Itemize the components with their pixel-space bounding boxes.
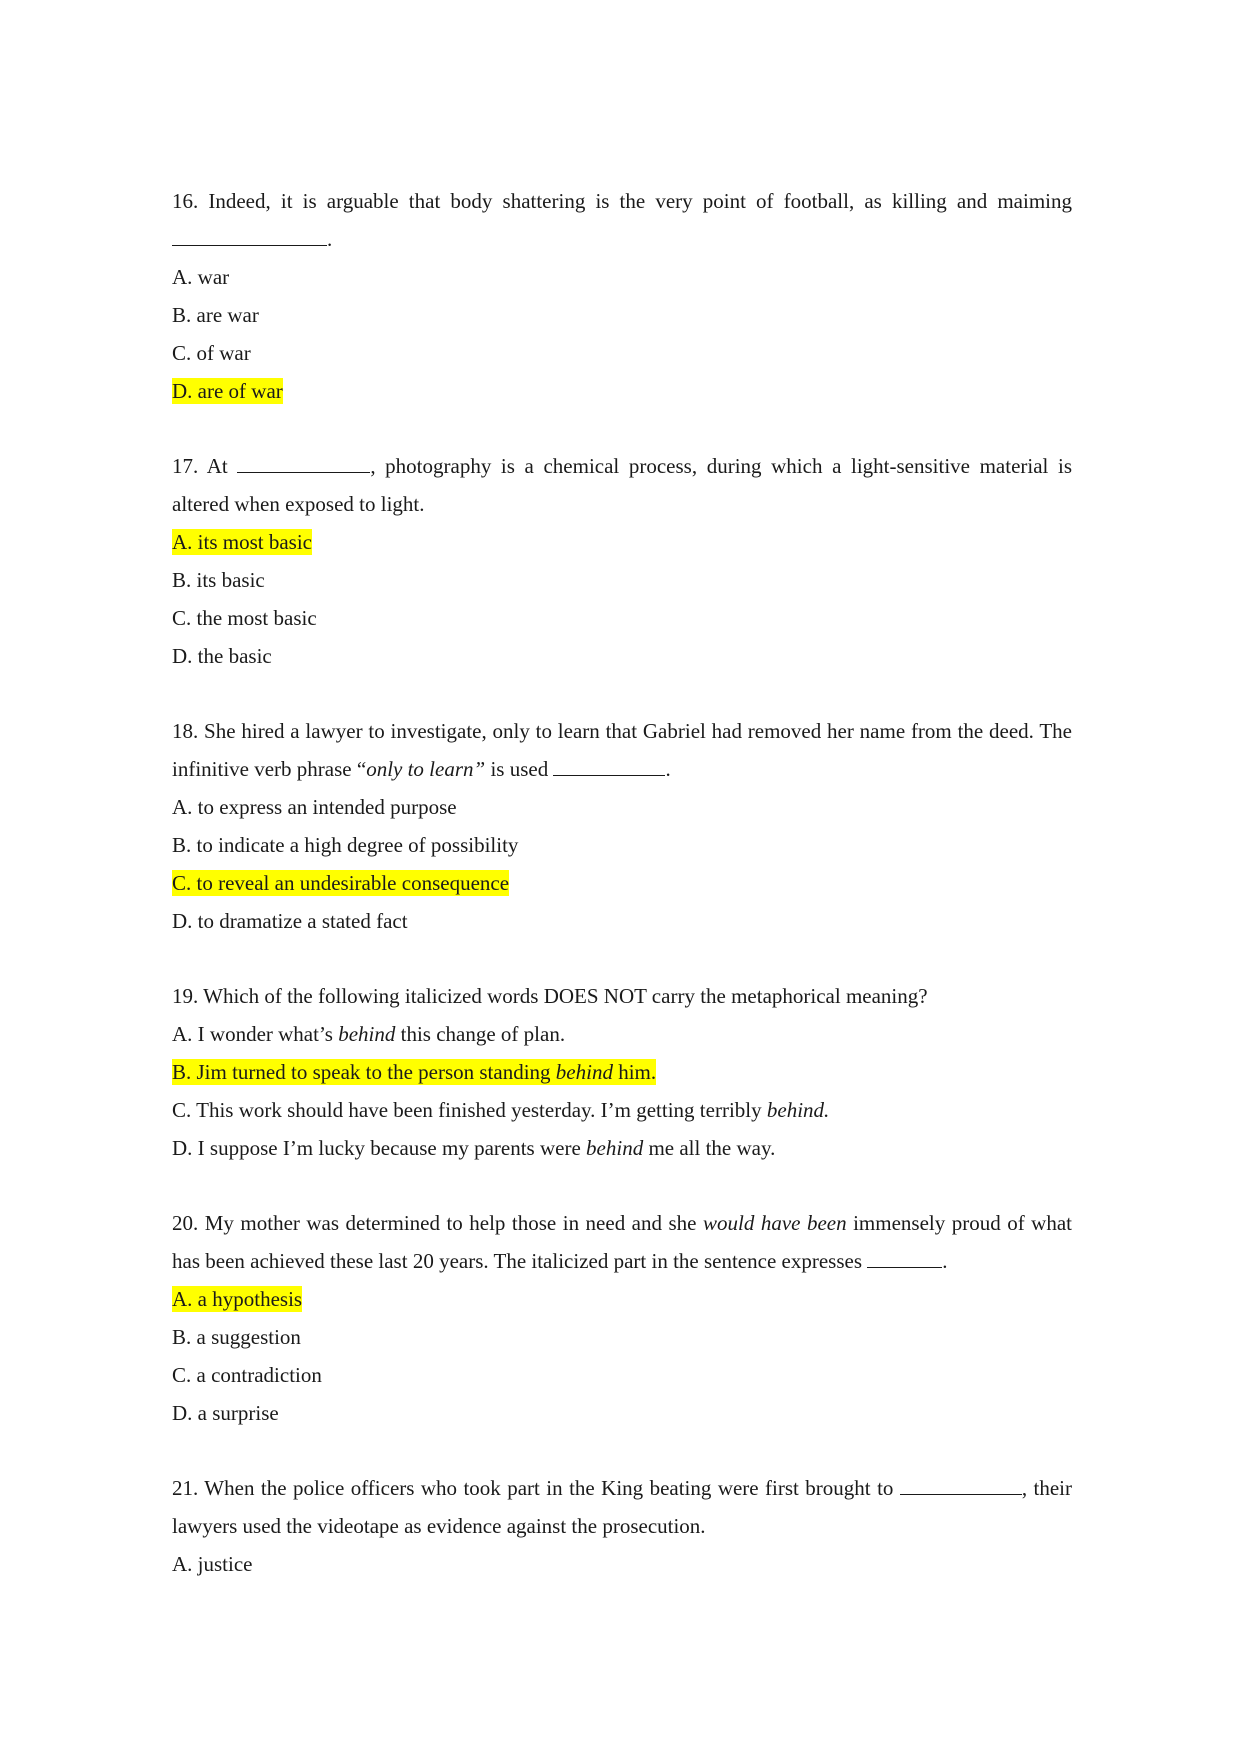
answer-blank xyxy=(867,1247,942,1268)
option-text-pre: C. This work should have been finished yesterday. I’m getting terribly xyxy=(172,1098,767,1122)
question-stem xyxy=(172,712,1072,788)
option-text-pre: D. I suppose I’m lucky because my parents were xyxy=(172,1136,587,1160)
stem-italic: would have been xyxy=(702,1211,847,1235)
option-text: B. to indicate a high degree of possibility xyxy=(172,833,519,857)
highlighted-answer: D. are of war xyxy=(172,379,283,403)
option-text: D. the basic xyxy=(172,644,272,668)
stem-text: , photography is a chemical process, during which a light-sensitive material is altered when exposed to light. xyxy=(172,454,1073,516)
question-stem xyxy=(172,977,1072,1015)
option-italic: behind xyxy=(586,1136,644,1160)
option-text xyxy=(172,1136,775,1160)
option-d xyxy=(172,637,1072,675)
option-a xyxy=(172,1015,1072,1053)
option-text: D. to dramatize a stated fact xyxy=(172,909,408,933)
option-a xyxy=(172,258,1072,296)
option-text: C. of war xyxy=(172,341,251,365)
stem-text: immensely proud of what has been achieved these last 20 years. The italicized part in the sentence expresses xyxy=(172,1211,1073,1273)
option-a xyxy=(172,523,1072,561)
option-italic: behind xyxy=(555,1060,613,1084)
highlighted-answer: A. its most basic xyxy=(172,530,312,554)
answer-blank xyxy=(553,755,665,776)
highlighted-answer xyxy=(172,1059,656,1085)
option-a xyxy=(172,1545,1072,1583)
option-c xyxy=(172,334,1072,372)
option-d xyxy=(172,1394,1072,1432)
option-text: A. to express an intended purpose xyxy=(172,795,457,819)
option-text: C. a contradiction xyxy=(172,1363,322,1387)
stem-text: 20. My mother was determined to help those in need and she xyxy=(172,1211,703,1235)
option-d xyxy=(172,1129,1072,1167)
question-19 xyxy=(172,977,1072,1167)
answer-blank xyxy=(172,225,327,246)
stem-text: 21. When the police officers who took part in the King beating were first brought to xyxy=(172,1476,894,1500)
stem-text: . xyxy=(327,227,333,251)
option-text xyxy=(172,1098,829,1122)
option-a xyxy=(172,1280,1072,1318)
stem-text: 18. She hired a lawyer to investigate, only to learn that Gabriel had removed her name from the deed. The infinitive verb phrase “ xyxy=(172,719,1072,781)
stem-text: , their lawyers used the videotape as evidence against the prosecution. xyxy=(172,1476,1073,1538)
option-text: A. justice xyxy=(172,1552,253,1576)
stem-italic: only to learn” xyxy=(366,757,486,781)
option-text-post: me all the way. xyxy=(643,1136,776,1160)
option-text-post: him. xyxy=(612,1060,657,1084)
question-stem xyxy=(172,1469,1072,1545)
option-text: A. war xyxy=(172,265,230,289)
highlighted-answer: C. to reveal an undesirable consequence xyxy=(172,871,510,895)
option-c xyxy=(172,864,1072,902)
option-b xyxy=(172,1053,1072,1091)
question-20 xyxy=(172,1204,1072,1432)
option-text: B. a suggestion xyxy=(172,1325,301,1349)
option-c xyxy=(172,599,1072,637)
option-b xyxy=(172,296,1072,334)
option-text-post: this change of plan. xyxy=(395,1022,566,1046)
highlighted-answer: A. a hypothesis xyxy=(172,1287,303,1311)
option-italic: behind. xyxy=(766,1098,830,1122)
option-text: B. its basic xyxy=(172,568,265,592)
answer-blank xyxy=(237,452,370,473)
worksheet-page xyxy=(172,182,1072,1620)
stem-text: . xyxy=(942,1249,948,1273)
option-text xyxy=(172,1022,565,1046)
stem-text: 16. Indeed, it is arguable that body shattering is the very point of football, as killing and maiming xyxy=(172,189,1072,213)
option-b xyxy=(172,1318,1072,1356)
option-c xyxy=(172,1356,1072,1394)
option-b xyxy=(172,561,1072,599)
question-16 xyxy=(172,182,1072,410)
question-stem xyxy=(172,1204,1072,1280)
answer-blank xyxy=(900,1474,1022,1495)
option-c xyxy=(172,1091,1072,1129)
question-21 xyxy=(172,1469,1072,1583)
option-italic: behind xyxy=(338,1022,396,1046)
stem-text: 17. At xyxy=(172,454,228,478)
question-17 xyxy=(172,447,1072,675)
stem-text: 19. Which of the following italicized words DOES NOT carry the metaphorical meaning? xyxy=(172,984,928,1008)
option-a xyxy=(172,788,1072,826)
option-d xyxy=(172,372,1072,410)
stem-text: is used xyxy=(485,757,549,781)
stem-text: . xyxy=(665,757,671,781)
option-text: D. a surprise xyxy=(172,1401,279,1425)
option-d xyxy=(172,902,1072,940)
option-text-pre: B. Jim turned to speak to the person standing xyxy=(172,1060,556,1084)
option-text: C. the most basic xyxy=(172,606,317,630)
option-text-pre: A. I wonder what’s xyxy=(172,1022,339,1046)
option-text: B. are war xyxy=(172,303,259,327)
question-18 xyxy=(172,712,1072,940)
question-stem xyxy=(172,447,1072,523)
question-stem xyxy=(172,182,1072,258)
option-b xyxy=(172,826,1072,864)
